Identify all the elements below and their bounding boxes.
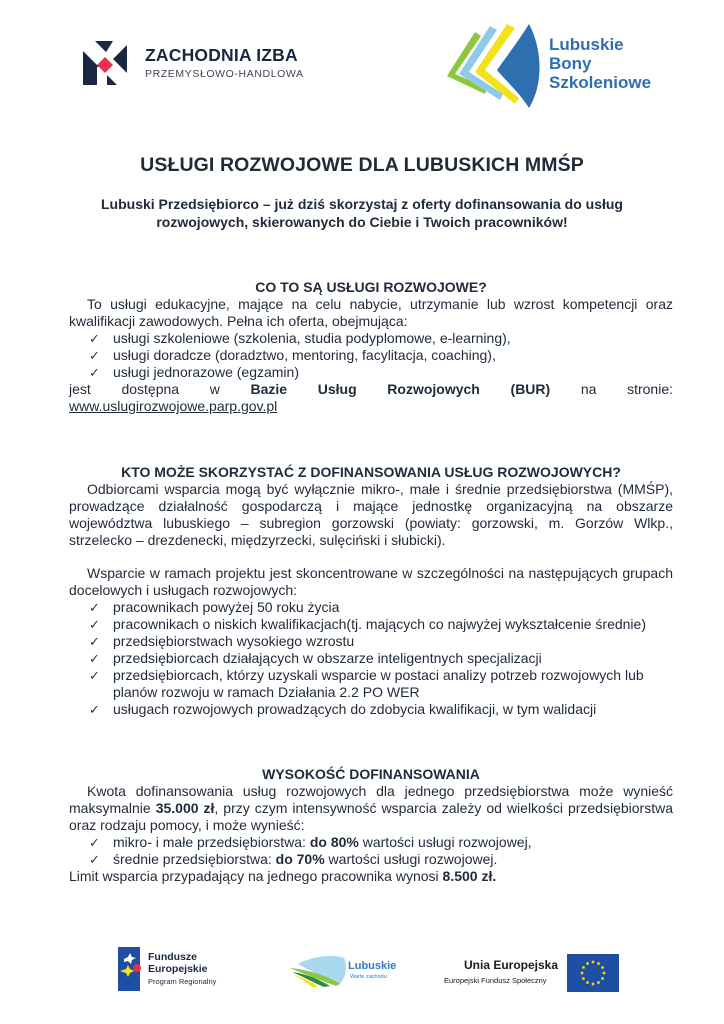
eu-star-icon (603, 972, 606, 975)
check-icon: ✓ (89, 852, 100, 867)
eu-star-icon (592, 983, 595, 986)
subtitle-line-2: rozwojowych, skierowanych do Ciebie i Twoich pracowników! (156, 214, 568, 230)
lubuskie-title: Lubuskie (348, 960, 397, 972)
eu-star-icon (582, 977, 585, 980)
max-amount: 35.000 zł (155, 800, 215, 816)
check-icon: ✓ (89, 331, 100, 346)
fundusze-europejskie-emblem-icon (118, 947, 144, 991)
check-icon: ✓ (89, 668, 100, 683)
list-item: ✓ przedsiębiorcach działających w obszarze inteligentnych specjalizacji (89, 650, 542, 666)
check-icon: ✓ (89, 835, 100, 850)
lubuskie-bony-line-2: Bony (549, 54, 592, 73)
check-icon: ✓ (89, 600, 100, 615)
list-item: ✓ średnie przedsiębiorstwa: do 70% wartości usługi rozwojowej. (89, 851, 498, 867)
bur-name: Bazie Usług Rozwojowych (BUR) (250, 381, 551, 397)
limit-line: Limit wsparcia przypadający na jednego pracownika wynosi 8.500 zł. (69, 868, 497, 884)
unia-europejska-logo (440, 952, 620, 994)
list-item: ✓ przedsiębiorstwach wysokiego wzrostu (89, 633, 355, 649)
fundusze-europejskie-logo (118, 947, 238, 993)
check-icon: ✓ (89, 634, 100, 649)
section-what-are-services (69, 279, 673, 415)
eu-star-icon (597, 962, 600, 965)
target-groups-paragraph: Wsparcie w ramach projektu jest skoncentrowane w szczególności na następujących grupach docelowych i usługach rozwojowych: (69, 565, 673, 598)
eu-star-icon (597, 981, 600, 984)
check-icon: ✓ (89, 702, 100, 717)
availability-line: jest dostępna w Bazie Usług Rozwojowych (BUR) na stronie: (69, 381, 674, 397)
section-who-can-apply (69, 464, 673, 718)
lubuskie-bony-line-3: Szkoleniowe (549, 73, 652, 92)
eu-star-icon (601, 977, 604, 980)
lubuskie-bony-text (549, 35, 651, 92)
zachodnia-izba-subtitle: PRZEMYSŁOWO-HANDLOWA (145, 68, 304, 80)
lubuskie-bony-logo (445, 22, 675, 112)
zachodnia-izba-logo (83, 41, 303, 85)
fundusze-europejskie-text: Fundusze Europejskie (148, 951, 208, 975)
lubuskie-bony-line-1: Lubuskie (549, 35, 624, 54)
list-item: ✓ przedsiębiorcach, którzy uzyskali wsparcie w postaci analizy potrzeb rozwojowych lub planów rozwoju w ramach Działania 2.2 PO WER (89, 667, 644, 700)
check-icon: ✓ (89, 365, 100, 380)
section-intro: To usługi edukacyjne, mające na celu nabycie, utrzymanie lub wzrost kompetencji oraz kwalifikacji zawodowych. Pełna ich oferta, obejmująca: (69, 296, 673, 329)
check-icon: ✓ (89, 651, 100, 666)
section-heading: CO TO SĄ USŁUGI ROZWOJOWE? (255, 279, 487, 295)
eu-flag-icon (567, 954, 619, 992)
unia-europejska-title: Unia Europejska (464, 958, 559, 972)
program-regionalny-text: Program Regionalny (148, 977, 217, 986)
list-item: ✓ pracownikach powyżej 50 roku życia (89, 599, 340, 615)
list-item: ✓ usługi szkoleniowe (szkolenia, studia podyplomowe, e-learning), (89, 330, 511, 346)
zachodnia-izba-emblem-icon (83, 41, 127, 85)
section-heading: KTO MOŻE SKORZYSTAĆ Z DOFINANSOWANIA USŁUG ROZWOJOWYCH? (121, 464, 621, 480)
check-icon: ✓ (89, 348, 100, 363)
eu-star-icon (601, 966, 604, 969)
lubuskie-landscape-icon (290, 954, 348, 988)
zachodnia-izba-title: ZACHODNIA IZBA (145, 45, 298, 65)
eu-star-icon (582, 966, 585, 969)
check-icon: ✓ (89, 617, 100, 632)
limit-amount: 8.500 zł. (442, 868, 497, 884)
eu-star-icon (592, 961, 595, 964)
funding-paragraph: Kwota dofinansowania usług rozwojowych dla jednego przedsiębiorstwa może wynieść maksymalnie 35.000 zł, przy czym intensywność wsparcia zależy od wielkości przedsiębiorstwa oraz rodzaju pomocy, i może wynieść: (69, 783, 674, 833)
subtitle-line-1: Lubuski Przedsiębiorco – już dziś skorzystaj z oferty dofinansowania do usług (101, 196, 623, 212)
bur-website-link[interactable]: www.uslugirozwojowe.parp.gov.pl (69, 398, 278, 414)
warte-zachodu-text: Warte zachodu (350, 974, 387, 980)
list-item: ✓ usługi doradcze (doradztwo, mentoring, facylitacja, coaching), (89, 347, 496, 363)
list-item: ✓ mikro- i małe przedsiębiorstwa: do 80% wartości usługi rozwojowej, (89, 834, 532, 850)
page-subtitle (0, 195, 724, 231)
eu-star-icon (586, 962, 589, 965)
efs-text: Europejski Fundusz Społeczny (444, 976, 547, 985)
eligibility-paragraph: Odbiorcami wsparcia mogą być wyłącznie mikro-, małe i średnie przedsiębiorstwa (MMŚP), prowadzące działalność gospodarczą i mające jednostkę organizacyjną na obszarze województwa lubuskiego – subregion gorzowski (powiaty: gorzowski, m. Gorzów Wlkp., strzelecko – drezdenecki, międzyrzecki, sulęciński i słubicki). (69, 481, 673, 548)
section-funding-amount (69, 766, 673, 885)
list-item: ✓ usługi jednorazowe (egzamin) (89, 364, 299, 380)
book-pages-icon (445, 22, 545, 112)
list-item: ✓ usługach rozwojowych prowadzących do zdobycia kwalifikacji, w tym walidacji (89, 701, 597, 717)
page-title: USŁUGI ROZWOJOWE DLA LUBUSKICH MMŚP (140, 154, 584, 176)
section-heading: WYSOKOŚĆ DOFINANSOWANIA (262, 766, 480, 782)
list-item: ✓ pracownikach o niskich kwalifikacjach(tj. mających co najwyżej wykształcenie średnie) (89, 616, 646, 632)
eu-star-icon (581, 972, 584, 975)
lubuskie-warte-zachodu-logo (290, 952, 400, 992)
eu-star-icon (586, 981, 589, 984)
